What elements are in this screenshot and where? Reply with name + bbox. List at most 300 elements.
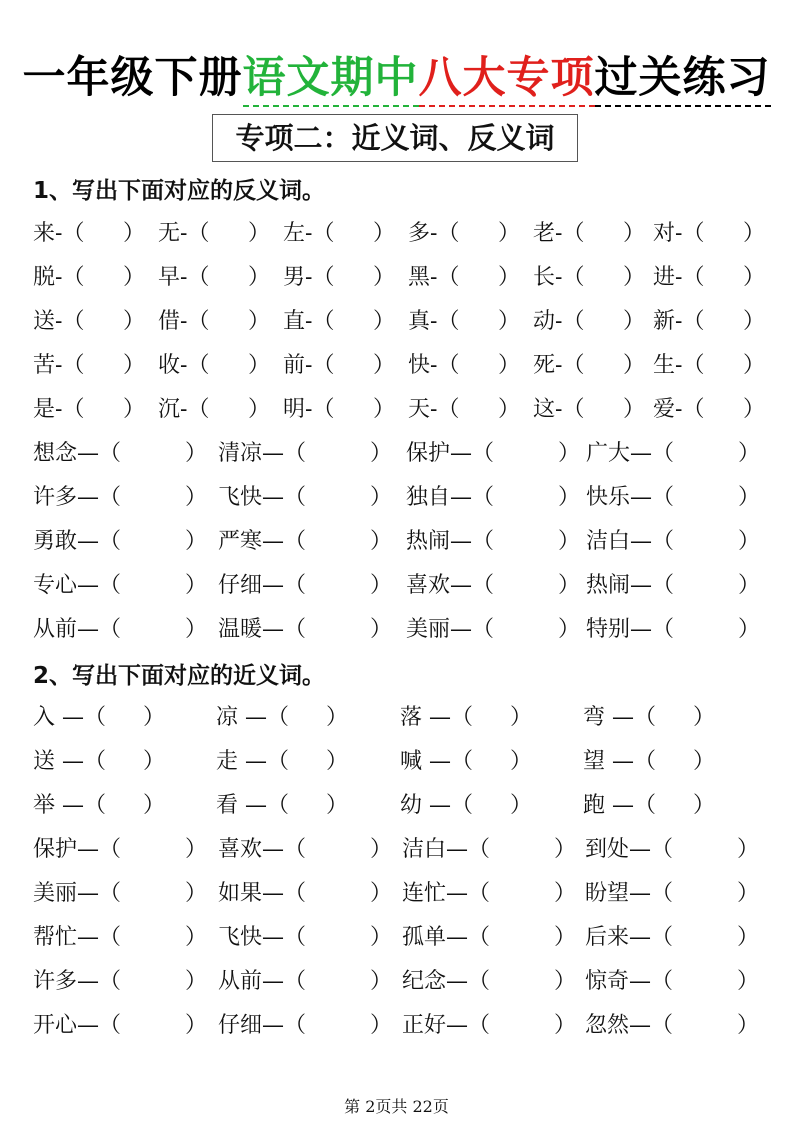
exercise-item (402, 830, 577, 870)
answer-blank[interactable] (313, 302, 368, 338)
prompt-word: 望 (583, 749, 606, 774)
close-paren: ） (554, 881, 577, 906)
answer-blank[interactable] (125, 434, 180, 470)
open-paren: —（ (262, 881, 307, 906)
answer-blank[interactable] (494, 830, 549, 866)
exercise-row (0, 742, 793, 782)
answer-blank[interactable] (188, 390, 243, 426)
answer-blank[interactable] (266, 698, 321, 734)
open-paren: —（ (77, 485, 122, 510)
exercise-row (0, 918, 793, 958)
close-paren: ） (737, 837, 760, 862)
exercise-item (283, 302, 396, 342)
prompt-word: 纪念 (402, 969, 447, 994)
answer-blank[interactable] (494, 874, 549, 910)
open-paren: —（ (446, 837, 491, 862)
exercise-row (0, 258, 793, 298)
answer-blank[interactable] (63, 302, 118, 338)
open-paren: —（ (77, 441, 122, 466)
answer-blank[interactable] (683, 302, 738, 338)
exercise-item (653, 214, 766, 254)
close-paren: ） (558, 573, 581, 598)
exercise-item (533, 346, 646, 386)
exercise-item (158, 390, 271, 430)
close-paren: ） (123, 265, 146, 290)
exercise-item (406, 610, 581, 650)
section1-heading: 1、写出下面对应的反义词。 (33, 178, 326, 204)
answer-blank[interactable] (83, 698, 138, 734)
open-paren: —（ (422, 793, 474, 818)
close-paren: ） (623, 353, 646, 378)
answer-blank[interactable] (310, 522, 365, 558)
exercise-item (586, 478, 761, 518)
exercise-item (653, 390, 766, 430)
answer-blank[interactable] (633, 698, 688, 734)
close-paren: ） (558, 529, 581, 554)
open-paren: —（ (77, 969, 122, 994)
answer-blank[interactable] (310, 478, 365, 514)
close-paren: ） (498, 353, 521, 378)
close-paren: ） (326, 793, 349, 818)
prompt-word: 热闹 (586, 573, 631, 598)
open-paren: —（ (422, 705, 474, 730)
open-paren: —（ (605, 705, 657, 730)
prompt-word: 凉 (216, 705, 239, 730)
answer-blank[interactable] (83, 786, 138, 822)
answer-blank[interactable] (678, 610, 733, 646)
open-paren: —（ (262, 573, 307, 598)
answer-blank[interactable] (563, 302, 618, 338)
exercise-item (408, 302, 521, 342)
prompt-word: 对 (653, 221, 676, 246)
answer-blank[interactable] (438, 258, 493, 294)
exercise-item (218, 830, 393, 870)
exercise-item (218, 566, 393, 606)
close-paren: ） (370, 529, 393, 554)
page-title (0, 44, 793, 105)
open-paren: —（ (446, 1013, 491, 1038)
prompt-word: 连忙 (402, 881, 447, 906)
exercise-item (533, 390, 646, 430)
answer-blank[interactable] (633, 742, 688, 778)
open-paren: -（ (55, 221, 85, 246)
open-paren: —（ (262, 485, 307, 510)
answer-blank[interactable] (678, 522, 733, 558)
page-footer: 第 2页共 22页 (344, 1097, 449, 1116)
open-paren: —（ (450, 617, 495, 642)
open-paren: —（ (450, 441, 495, 466)
open-paren: -（ (305, 265, 335, 290)
answer-blank[interactable] (498, 522, 553, 558)
prompt-word: 快乐 (586, 485, 631, 510)
prompt-word: 脱 (33, 265, 56, 290)
close-paren: ） (143, 705, 166, 730)
close-paren: ） (185, 925, 208, 950)
answer-blank[interactable] (125, 918, 180, 954)
answer-blank[interactable] (438, 302, 493, 338)
prompt-word: 明 (283, 397, 306, 422)
answer-blank[interactable] (677, 874, 732, 910)
answer-blank[interactable] (63, 214, 118, 250)
open-paren: -（ (55, 309, 85, 334)
answer-blank[interactable] (188, 258, 243, 294)
prompt-word: 走 (216, 749, 239, 774)
open-paren: -（ (430, 397, 460, 422)
prompt-word: 惊奇 (585, 969, 630, 994)
exercise-item (408, 258, 521, 298)
prompt-word: 无 (158, 221, 181, 246)
answer-blank[interactable] (266, 786, 321, 822)
open-paren: -（ (305, 353, 335, 378)
close-paren: ） (693, 749, 716, 774)
exercise-item (408, 214, 521, 254)
open-paren: -（ (555, 309, 585, 334)
answer-blank[interactable] (125, 522, 180, 558)
close-paren: ） (743, 309, 766, 334)
prompt-word: 爱 (653, 397, 676, 422)
open-paren: —（ (450, 485, 495, 510)
open-paren: -（ (675, 265, 705, 290)
close-paren: ） (248, 221, 271, 246)
answer-blank[interactable] (450, 742, 505, 778)
exercise-item (158, 258, 271, 298)
close-paren: ） (370, 969, 393, 994)
open-paren: —（ (629, 837, 674, 862)
open-paren: —（ (629, 881, 674, 906)
open-paren: —（ (238, 793, 290, 818)
close-paren: ） (498, 221, 521, 246)
prompt-word: 正好 (402, 1013, 447, 1038)
answer-blank[interactable] (125, 874, 180, 910)
exercise-item (158, 346, 271, 386)
answer-blank[interactable] (188, 214, 243, 250)
answer-blank[interactable] (633, 786, 688, 822)
close-paren: ） (554, 1013, 577, 1038)
open-paren: -（ (675, 397, 705, 422)
prompt-word: 开心 (33, 1013, 78, 1038)
exercise-item (33, 566, 208, 606)
open-paren: -（ (55, 265, 85, 290)
answer-blank[interactable] (83, 742, 138, 778)
answer-blank[interactable] (310, 566, 365, 602)
prompt-word: 孤单 (402, 925, 447, 950)
open-paren: —（ (262, 969, 307, 994)
prompt-word: 多 (408, 221, 431, 246)
answer-blank[interactable] (310, 874, 365, 910)
close-paren: ） (248, 353, 271, 378)
exercise-item (218, 918, 393, 958)
prompt-word: 广大 (586, 441, 631, 466)
prompt-word: 黑 (408, 265, 431, 290)
exercise-item (653, 258, 766, 298)
prompt-word: 快 (408, 353, 431, 378)
prompt-word: 想念 (33, 441, 78, 466)
answer-blank[interactable] (677, 1006, 732, 1042)
answer-blank[interactable] (125, 1006, 180, 1042)
prompt-word: 许多 (33, 969, 78, 994)
prompt-word: 严寒 (218, 529, 263, 554)
close-paren: ） (373, 309, 396, 334)
answer-blank[interactable] (494, 962, 549, 998)
exercise-item (218, 1006, 393, 1046)
exercise-item (283, 214, 396, 254)
answer-blank[interactable] (683, 214, 738, 250)
exercise-item (653, 302, 766, 342)
open-paren: -（ (675, 309, 705, 334)
close-paren: ） (185, 837, 208, 862)
exercise-item (33, 874, 208, 914)
answer-blank[interactable] (125, 478, 180, 514)
exercise-item (408, 390, 521, 430)
close-paren: ） (185, 573, 208, 598)
close-paren: ） (743, 397, 766, 422)
prompt-word: 美丽 (33, 881, 78, 906)
close-paren: ） (558, 617, 581, 642)
close-paren: ） (123, 353, 146, 378)
open-paren: —（ (77, 881, 122, 906)
answer-blank[interactable] (125, 566, 180, 602)
open-paren: -（ (180, 221, 210, 246)
close-paren: ） (370, 925, 393, 950)
exercise-item (218, 610, 393, 650)
close-paren: ） (623, 265, 646, 290)
exercise-item (406, 522, 581, 562)
exercise-row (0, 434, 793, 474)
prompt-word: 喜欢 (406, 573, 451, 598)
close-paren: ） (370, 1013, 393, 1038)
exercise-row (0, 522, 793, 562)
close-paren: ） (558, 441, 581, 466)
prompt-word: 举 (33, 793, 56, 818)
prompt-word: 专心 (33, 573, 78, 598)
open-paren: -（ (430, 221, 460, 246)
open-paren: -（ (430, 265, 460, 290)
close-paren: ） (738, 529, 761, 554)
open-paren: —（ (262, 925, 307, 950)
prompt-word: 动 (533, 309, 556, 334)
exercise-item (33, 962, 208, 1002)
open-paren: -（ (675, 221, 705, 246)
answer-blank[interactable] (438, 214, 493, 250)
open-paren: -（ (555, 353, 585, 378)
prompt-word: 后来 (585, 925, 630, 950)
close-paren: ） (623, 221, 646, 246)
open-paren: —（ (630, 573, 675, 598)
prompt-word: 飞快 (218, 485, 263, 510)
answer-blank[interactable] (188, 346, 243, 382)
exercise-row (0, 610, 793, 650)
exercise-item (33, 698, 166, 738)
prompt-word: 从前 (33, 617, 78, 642)
answer-blank[interactable] (678, 478, 733, 514)
answer-blank[interactable] (310, 610, 365, 646)
open-paren: —（ (605, 793, 657, 818)
exercise-row (0, 214, 793, 254)
answer-blank[interactable] (125, 962, 180, 998)
close-paren: ） (498, 265, 521, 290)
exercise-item (158, 302, 271, 342)
exercise-item (585, 830, 760, 870)
exercise-item (33, 302, 146, 342)
exercise-item (33, 346, 146, 386)
answer-blank[interactable] (563, 258, 618, 294)
answer-blank[interactable] (498, 478, 553, 514)
answer-blank[interactable] (563, 346, 618, 382)
close-paren: ） (143, 793, 166, 818)
exercise-item (218, 874, 393, 914)
answer-blank[interactable] (683, 258, 738, 294)
exercise-item (216, 786, 349, 826)
open-paren: —（ (630, 485, 675, 510)
open-paren: —（ (446, 925, 491, 950)
exercise-item (218, 522, 393, 562)
close-paren: ） (554, 925, 577, 950)
exercise-row (0, 1006, 793, 1046)
exercise-item (533, 302, 646, 342)
exercise-item (33, 1006, 208, 1046)
open-paren: -（ (180, 265, 210, 290)
answer-blank[interactable] (313, 390, 368, 426)
answer-blank[interactable] (310, 830, 365, 866)
open-paren: -（ (555, 221, 585, 246)
prompt-word: 来 (33, 221, 56, 246)
exercise-item (400, 786, 533, 826)
answer-blank[interactable] (683, 390, 738, 426)
answer-blank[interactable] (438, 346, 493, 382)
answer-blank[interactable] (683, 346, 738, 382)
answer-blank[interactable] (438, 390, 493, 426)
exercise-row (0, 698, 793, 738)
prompt-word: 沉 (158, 397, 181, 422)
open-paren: —（ (262, 837, 307, 862)
open-paren: —（ (630, 441, 675, 466)
answer-blank[interactable] (677, 918, 732, 954)
close-paren: ） (693, 705, 716, 730)
exercise-item (216, 698, 349, 738)
exercise-item (583, 742, 716, 782)
close-paren: ） (248, 265, 271, 290)
prompt-word: 前 (283, 353, 306, 378)
close-paren: ） (123, 309, 146, 334)
answer-blank[interactable] (313, 214, 368, 250)
close-paren: ） (185, 969, 208, 994)
open-paren: —（ (77, 573, 122, 598)
answer-blank[interactable] (498, 434, 553, 470)
prompt-word: 弯 (583, 705, 606, 730)
answer-blank[interactable] (677, 962, 732, 998)
exercise-item (586, 434, 761, 474)
exercise-item (283, 346, 396, 386)
exercise-item (218, 478, 393, 518)
prompt-word: 如果 (218, 881, 263, 906)
exercise-item (406, 434, 581, 474)
open-paren: -（ (675, 353, 705, 378)
open-paren: —（ (77, 617, 122, 642)
answer-blank[interactable] (498, 566, 553, 602)
close-paren: ） (623, 397, 646, 422)
answer-blank[interactable] (310, 1006, 365, 1042)
answer-blank[interactable] (563, 214, 618, 250)
close-paren: ） (373, 353, 396, 378)
exercise-item (586, 522, 761, 562)
answer-blank[interactable] (310, 962, 365, 998)
prompt-word: 看 (216, 793, 239, 818)
close-paren: ） (743, 265, 766, 290)
close-paren: ） (498, 309, 521, 334)
open-paren: -（ (430, 353, 460, 378)
close-paren: ） (370, 837, 393, 862)
answer-blank[interactable] (494, 1006, 549, 1042)
answer-blank[interactable] (677, 830, 732, 866)
close-paren: ） (373, 265, 396, 290)
answer-blank[interactable] (313, 346, 368, 382)
prompt-word: 独自 (406, 485, 451, 510)
answer-blank[interactable] (563, 390, 618, 426)
open-paren: -（ (430, 309, 460, 334)
prompt-word: 直 (283, 309, 306, 334)
close-paren: ） (370, 441, 393, 466)
close-paren: ） (558, 485, 581, 510)
close-paren: ） (370, 573, 393, 598)
exercise-row (0, 962, 793, 1002)
close-paren: ） (185, 441, 208, 466)
answer-blank[interactable] (63, 258, 118, 294)
close-paren: ） (510, 749, 533, 774)
answer-blank[interactable] (450, 698, 505, 734)
exercise-item (33, 390, 146, 430)
exercise-item (585, 962, 760, 1002)
answer-blank[interactable] (310, 918, 365, 954)
exercise-item (283, 258, 396, 298)
prompt-word: 热闹 (406, 529, 451, 554)
answer-blank[interactable] (125, 830, 180, 866)
open-paren: —（ (262, 617, 307, 642)
prompt-word: 保护 (406, 441, 451, 466)
exercise-item (406, 566, 581, 606)
exercise-item (653, 346, 766, 386)
answer-blank[interactable] (678, 566, 733, 602)
answer-blank[interactable] (450, 786, 505, 822)
close-paren: ） (743, 353, 766, 378)
answer-blank[interactable] (310, 434, 365, 470)
close-paren: ） (370, 881, 393, 906)
answer-blank[interactable] (63, 390, 118, 426)
answer-blank[interactable] (678, 434, 733, 470)
open-paren: —（ (629, 969, 674, 994)
exercise-item (585, 1006, 760, 1046)
prompt-word: 从前 (218, 969, 263, 994)
open-paren: -（ (555, 397, 585, 422)
exercise-row (0, 478, 793, 518)
close-paren: ） (510, 793, 533, 818)
prompt-word: 新 (653, 309, 676, 334)
answer-blank[interactable] (125, 610, 180, 646)
answer-blank[interactable] (63, 346, 118, 382)
open-paren: —（ (630, 529, 675, 554)
answer-blank[interactable] (188, 302, 243, 338)
answer-blank[interactable] (266, 742, 321, 778)
title-part-4: 过关练习 (595, 53, 771, 107)
prompt-word: 飞快 (218, 925, 263, 950)
open-paren: —（ (605, 749, 657, 774)
answer-blank[interactable] (494, 918, 549, 954)
prompt-word: 落 (400, 705, 423, 730)
answer-blank[interactable] (498, 610, 553, 646)
answer-blank[interactable] (313, 258, 368, 294)
open-paren: —（ (262, 1013, 307, 1038)
exercise-row (0, 874, 793, 914)
prompt-word: 盼望 (585, 881, 630, 906)
